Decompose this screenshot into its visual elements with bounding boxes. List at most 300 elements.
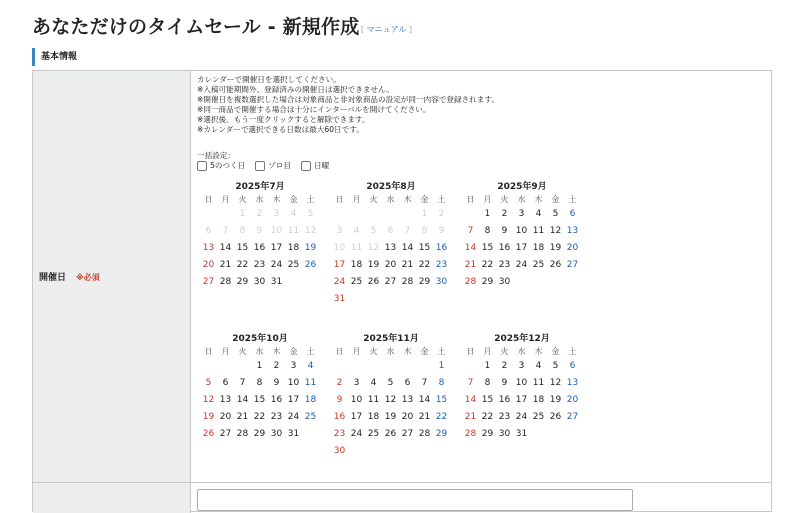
weekday-label: 土 (306, 195, 315, 204)
calendar-day: 9 (256, 226, 263, 236)
week-row (200, 274, 320, 291)
month-calendar (200, 181, 320, 291)
calendar-day[interactable]: 24 (515, 412, 528, 422)
calendar-day[interactable]: 21 (219, 260, 232, 270)
calendar-day[interactable]: 12 (384, 395, 397, 405)
calendar-day[interactable]: 15 (435, 395, 448, 405)
month-title: 2025年12月 (494, 334, 550, 344)
calendar-day[interactable]: 27 (566, 412, 579, 422)
calendar-day[interactable]: 8 (438, 378, 445, 388)
calendar-day[interactable]: 24 (287, 412, 300, 422)
required-badge: ※必須 (76, 273, 100, 282)
calendar-day: 6 (205, 226, 212, 236)
calendar-day[interactable]: 3 (290, 361, 297, 371)
calendar-day[interactable]: 13 (401, 395, 414, 405)
week-row (462, 257, 582, 274)
week-row (462, 409, 582, 426)
calendar-day: 3 (273, 209, 280, 219)
weekday-label: 土 (568, 347, 577, 356)
calendar-day[interactable]: 28 (401, 277, 414, 287)
calendar-day[interactable]: 4 (370, 378, 377, 388)
weekday-label: 火 (369, 347, 378, 356)
calendar-day[interactable]: 24 (350, 429, 363, 439)
calendar-day[interactable]: 28 (464, 277, 477, 287)
week-row (331, 358, 451, 375)
empty-day-cell (331, 358, 348, 375)
bulk-setting-label: 一括設定： (197, 151, 235, 160)
checkbox[interactable] (255, 161, 265, 171)
calendar-day[interactable]: 11 (532, 378, 545, 388)
calendar-day[interactable]: 5 (387, 378, 394, 388)
week-row (462, 206, 582, 223)
section-title: 基本情報 (32, 48, 77, 66)
weekday-header (200, 345, 320, 358)
week-row (331, 426, 451, 443)
calendar-day[interactable]: 1 (484, 361, 491, 371)
calendar-day[interactable]: 3 (518, 361, 525, 371)
weekday-label: 月 (352, 195, 361, 204)
calendar-day[interactable]: 15 (481, 395, 494, 405)
week-row (331, 392, 451, 409)
calendar-day[interactable]: 28 (236, 429, 249, 439)
empty-day-cell (200, 206, 217, 223)
calendar-day[interactable]: 16 (498, 243, 511, 253)
calendar-day[interactable]: 17 (515, 243, 528, 253)
calendar-day[interactable]: 18 (367, 412, 380, 422)
calendar-day[interactable]: 1 (256, 361, 263, 371)
calendar-day[interactable]: 20 (384, 260, 397, 270)
weekday-header (462, 193, 582, 206)
calendar-day[interactable]: 2 (501, 209, 508, 219)
calendar-day: 9 (438, 226, 445, 236)
instruction-line: ※入稿可能期間外、登録済みの開催日は選択できません。 (197, 85, 394, 94)
calendar-day[interactable]: 25 (532, 412, 545, 422)
calendar-day[interactable]: 13 (202, 243, 215, 253)
calendar-day[interactable]: 27 (401, 429, 414, 439)
calendar-day[interactable]: 18 (532, 395, 545, 405)
week-row (200, 426, 320, 443)
calendar-day[interactable]: 17 (333, 260, 346, 270)
calendar-day[interactable]: 4 (535, 209, 542, 219)
calendar-day[interactable]: 2 (336, 378, 343, 388)
calendar-day[interactable]: 19 (367, 260, 380, 270)
calendar-day[interactable]: 26 (367, 277, 380, 287)
calendar-day: 12 (304, 226, 317, 236)
calendar-day[interactable]: 19 (384, 412, 397, 422)
weekday-label: 土 (437, 195, 446, 204)
week-row (331, 274, 451, 291)
calendar-day[interactable]: 14 (418, 395, 431, 405)
calendar-day[interactable]: 23 (498, 260, 511, 270)
calendar-day[interactable]: 24 (515, 260, 528, 270)
calendar-day[interactable]: 22 (236, 260, 249, 270)
weekday-label: 日 (204, 195, 213, 204)
calendar-day[interactable]: 24 (333, 277, 346, 287)
calendar-day[interactable]: 22 (253, 412, 266, 422)
week-row (331, 443, 451, 460)
calendar-day[interactable]: 4 (535, 361, 542, 371)
calendar-day[interactable]: 30 (498, 277, 511, 287)
calendar-day[interactable]: 2 (273, 361, 280, 371)
calendar-day[interactable]: 7 (467, 378, 474, 388)
calendar-day: 12 (367, 243, 380, 253)
week-row (200, 392, 320, 409)
calendar-day[interactable]: 15 (418, 243, 431, 253)
calendar-day[interactable]: 30 (333, 446, 346, 456)
weekday-label: 月 (483, 347, 492, 356)
checkbox-label: 日曜 (314, 161, 330, 170)
calendar-day[interactable]: 16 (435, 243, 448, 253)
calendar-day[interactable]: 27 (566, 260, 579, 270)
bulk-option-repdigit[interactable] (255, 160, 291, 171)
weekday-label: 土 (568, 195, 577, 204)
form-table (32, 70, 772, 512)
calendar-day[interactable]: 29 (435, 429, 448, 439)
calendar-day[interactable]: 28 (219, 277, 232, 287)
calendar-day[interactable]: 6 (222, 378, 229, 388)
calendar-day[interactable]: 13 (566, 378, 579, 388)
empty-day-cell (331, 206, 348, 223)
weekday-label: 木 (534, 195, 543, 204)
weekday-label: 日 (335, 347, 344, 356)
month-title: 2025年10月 (232, 334, 288, 344)
calendar-day[interactable]: 25 (532, 260, 545, 270)
calendar-day[interactable]: 8 (484, 226, 491, 236)
calendar-day[interactable]: 7 (467, 226, 474, 236)
calendar-day[interactable]: 3 (518, 209, 525, 219)
calendar-day[interactable]: 18 (532, 243, 545, 253)
calendar-day[interactable]: 1 (484, 209, 491, 219)
weekday-label: 火 (238, 347, 247, 356)
calendar-day[interactable]: 5 (205, 378, 212, 388)
calendar-day[interactable]: 14 (464, 243, 477, 253)
calendar-day[interactable]: 19 (304, 243, 317, 253)
calendar-day[interactable]: 23 (498, 412, 511, 422)
calendar-day[interactable]: 28 (418, 429, 431, 439)
empty-day-cell (200, 358, 217, 375)
calendar-day[interactable]: 30 (498, 429, 511, 439)
calendar-day: 3 (336, 226, 343, 236)
checkbox-label: ゾロ目 (268, 161, 291, 170)
instruction-line: ※同一商品で開催する場合は十分にインターバルを開けてください。 (197, 105, 431, 114)
calendar-day[interactable]: 14 (219, 243, 232, 253)
calendar-day: 5 (370, 226, 377, 236)
calendar-day[interactable]: 30 (253, 277, 266, 287)
calendar-day[interactable]: 29 (253, 429, 266, 439)
calendar-day[interactable]: 13 (384, 243, 397, 253)
empty-day-cell (399, 206, 416, 223)
calendar-day[interactable]: 8 (256, 378, 263, 388)
instruction-line: ※選択後、もう一度クリックすると解除できます。 (197, 115, 370, 124)
calendar-day[interactable]: 19 (202, 412, 215, 422)
calendar-day[interactable]: 29 (481, 277, 494, 287)
week-row (462, 223, 582, 240)
week-row (331, 223, 451, 240)
bulk-options (197, 160, 329, 171)
month-title: 2025年7月 (235, 182, 285, 192)
week-row (331, 240, 451, 257)
weekday-label: 火 (500, 347, 509, 356)
calendar-day[interactable]: 5 (552, 209, 559, 219)
calendar-day[interactable]: 26 (549, 412, 562, 422)
empty-day-cell (365, 206, 382, 223)
week-row (462, 358, 582, 375)
calendar-day[interactable]: 9 (273, 378, 280, 388)
week-row (462, 240, 582, 257)
calendar-day[interactable]: 21 (464, 260, 477, 270)
calendar-day[interactable]: 12 (202, 395, 215, 405)
calendar-day[interactable]: 6 (569, 361, 576, 371)
empty-day-cell (217, 358, 234, 375)
calendar-day[interactable]: 14 (401, 243, 414, 253)
calendar-day[interactable]: 27 (202, 277, 215, 287)
calendar-day[interactable]: 21 (464, 412, 477, 422)
calendar-day: 4 (290, 209, 297, 219)
calendar-day[interactable]: 16 (333, 412, 346, 422)
weekday-label: 木 (272, 347, 281, 356)
empty-day-cell (348, 206, 365, 223)
calendar-day[interactable]: 4 (307, 361, 314, 371)
calendar-day[interactable]: 31 (287, 429, 300, 439)
calendar-day: 10 (333, 243, 346, 253)
calendar-day[interactable]: 17 (350, 412, 363, 422)
calendar-day: 2 (256, 209, 263, 219)
checkbox-label: 5のつく日 (210, 161, 246, 170)
field-header-cell (33, 71, 191, 483)
calendar-day[interactable]: 1 (438, 361, 445, 371)
week-row (462, 426, 582, 443)
empty-day-cell (234, 358, 251, 375)
calendar-day[interactable]: 12 (549, 226, 562, 236)
calendar-day[interactable]: 26 (549, 260, 562, 270)
calendar-day[interactable]: 18 (287, 243, 300, 253)
empty-day-cell (382, 206, 399, 223)
calendar-day[interactable]: 19 (549, 243, 562, 253)
calendar-day[interactable]: 8 (484, 378, 491, 388)
calendar-day[interactable]: 28 (464, 429, 477, 439)
week-row (200, 240, 320, 257)
calendar-day[interactable]: 14 (464, 395, 477, 405)
calendar-day[interactable]: 11 (304, 378, 317, 388)
calendar-day[interactable]: 25 (367, 429, 380, 439)
month-calendar (331, 181, 451, 308)
weekday-label: 月 (221, 195, 230, 204)
next-field-input[interactable] (197, 489, 633, 511)
calendar-day[interactable]: 14 (236, 395, 249, 405)
month-title: 2025年9月 (497, 182, 547, 192)
weekday-label: 木 (403, 347, 412, 356)
calendar-day[interactable]: 25 (304, 412, 317, 422)
calendar-day: 1 (239, 209, 246, 219)
checkbox[interactable] (197, 161, 207, 171)
calendar-day: 6 (387, 226, 394, 236)
calendar-day[interactable]: 17 (515, 395, 528, 405)
weekday-label: 金 (551, 195, 560, 204)
month-calendar (462, 333, 582, 443)
bulk-option-sunday[interactable] (301, 160, 329, 171)
calendar-day[interactable]: 22 (435, 412, 448, 422)
weekday-label: 日 (466, 195, 475, 204)
calendar-day[interactable]: 12 (549, 378, 562, 388)
weekday-label: 木 (403, 195, 412, 204)
calendar-day[interactable]: 2 (501, 361, 508, 371)
weekday-label: 月 (352, 347, 361, 356)
calendar-day[interactable]: 23 (270, 412, 283, 422)
weekday-label: 火 (369, 195, 378, 204)
calendar-day: 1 (421, 209, 428, 219)
empty-day-cell (217, 206, 234, 223)
checkbox[interactable] (301, 161, 311, 171)
calendar-day[interactable]: 30 (435, 277, 448, 287)
calendar-day[interactable]: 10 (515, 226, 528, 236)
weekday-label: 木 (272, 195, 281, 204)
calendar-day[interactable]: 17 (270, 243, 283, 253)
calendar-day: 7 (222, 226, 229, 236)
calendar-day[interactable]: 24 (270, 260, 283, 270)
calendar-day[interactable]: 10 (350, 395, 363, 405)
instruction-line: カレンダーで開催日を選択してください。 (197, 75, 341, 84)
calendar-day[interactable]: 20 (401, 412, 414, 422)
calendar-day[interactable]: 17 (287, 395, 300, 405)
calendar-day[interactable]: 16 (498, 395, 511, 405)
calendar-day[interactable]: 20 (566, 395, 579, 405)
weekday-label: 金 (551, 347, 560, 356)
calendar-day[interactable]: 6 (569, 209, 576, 219)
calendar-day[interactable]: 19 (549, 395, 562, 405)
calendar-day: 10 (270, 226, 283, 236)
calendar-day[interactable]: 29 (236, 277, 249, 287)
calendar-day[interactable]: 11 (367, 395, 380, 405)
calendar-day[interactable]: 31 (515, 429, 528, 439)
calendar-day[interactable]: 3 (353, 378, 360, 388)
calendar-day[interactable]: 22 (418, 260, 431, 270)
weekday-header (200, 193, 320, 206)
calendar-day[interactable]: 31 (270, 277, 283, 287)
empty-day-cell (399, 358, 416, 375)
weekday-label: 水 (386, 347, 395, 356)
empty-day-cell (462, 358, 479, 375)
weekday-label: 金 (420, 195, 429, 204)
calendar-day[interactable]: 18 (350, 260, 363, 270)
weekday-label: 金 (289, 347, 298, 356)
instruction-line: ※開催日を複数選択した場合は対象商品と非対象商品の設定が同一内容で登録されます。 (197, 95, 499, 104)
weekday-label: 火 (500, 195, 509, 204)
calendar-day[interactable]: 18 (304, 395, 317, 405)
week-row (200, 375, 320, 392)
calendar-day[interactable]: 6 (404, 378, 411, 388)
calendar-day[interactable]: 21 (401, 260, 414, 270)
empty-day-cell (348, 358, 365, 375)
calendar-day[interactable]: 16 (253, 243, 266, 253)
calendar-day[interactable]: 7 (239, 378, 246, 388)
month-title: 2025年8月 (366, 182, 416, 192)
empty-day-cell (416, 358, 433, 375)
field-label: 開催日 (39, 273, 67, 283)
calendar-day[interactable]: 25 (350, 277, 363, 287)
calendar-day[interactable]: 10 (515, 378, 528, 388)
calendar-day[interactable]: 20 (202, 260, 215, 270)
month-title: 2025年11月 (363, 334, 419, 344)
calendar-day: 2 (438, 209, 445, 219)
month-calendar (331, 333, 451, 460)
weekday-label: 日 (204, 347, 213, 356)
row-divider (191, 482, 771, 483)
calendar-day[interactable]: 23 (333, 429, 346, 439)
calendar-day[interactable]: 26 (202, 429, 215, 439)
calendar-day[interactable]: 21 (236, 412, 249, 422)
calendar-day: 8 (239, 226, 246, 236)
calendar-day[interactable]: 10 (287, 378, 300, 388)
calendar-day[interactable]: 27 (219, 429, 232, 439)
week-row (200, 409, 320, 426)
calendar-day[interactable]: 9 (336, 395, 343, 405)
calendar-day[interactable]: 13 (219, 395, 232, 405)
manual-link[interactable]: マニュアル (366, 25, 407, 34)
weekday-label: 土 (437, 347, 446, 356)
manual-link-wrap: [ マニュアル ] (361, 25, 413, 34)
weekday-label: 土 (306, 347, 315, 356)
calendar-day[interactable]: 15 (253, 395, 266, 405)
week-row (462, 392, 582, 409)
calendar-day[interactable]: 27 (384, 277, 397, 287)
calendar-day[interactable]: 7 (421, 378, 428, 388)
calendar-day: 5 (307, 209, 314, 219)
calendar-day[interactable]: 9 (501, 378, 508, 388)
calendar-day[interactable]: 11 (532, 226, 545, 236)
calendar-day[interactable]: 16 (270, 395, 283, 405)
weekday-label: 月 (483, 195, 492, 204)
bulk-option-5th-day[interactable] (197, 160, 245, 171)
calendar-day[interactable]: 15 (236, 243, 249, 253)
weekday-label: 日 (335, 195, 344, 204)
instruction-line: ※カレンダーで選択できる日数は最大60日です。 (197, 125, 364, 134)
calendar-day[interactable]: 25 (287, 260, 300, 270)
calendar-day[interactable]: 23 (435, 260, 448, 270)
calendar-day[interactable]: 22 (481, 412, 494, 422)
calendar-day[interactable]: 20 (219, 412, 232, 422)
weekday-label: 月 (221, 347, 230, 356)
calendar-day[interactable]: 20 (566, 243, 579, 253)
weekday-label: 水 (255, 195, 264, 204)
page-title: あなただけのタイムセール - 新規作成 (32, 16, 360, 38)
month-calendar (200, 333, 320, 443)
calendar-day[interactable]: 23 (253, 260, 266, 270)
calendar-day[interactable]: 29 (481, 429, 494, 439)
calendar-day[interactable]: 26 (304, 260, 317, 270)
calendar-day[interactable]: 26 (384, 429, 397, 439)
calendar-day: 11 (287, 226, 300, 236)
weekday-label: 水 (517, 195, 526, 204)
calendar-day[interactable]: 31 (333, 294, 346, 304)
next-field-header-cell (33, 483, 191, 513)
weekday-label: 金 (289, 195, 298, 204)
weekday-label: 日 (466, 347, 475, 356)
calendar-day[interactable]: 9 (501, 226, 508, 236)
calendar-day[interactable]: 22 (481, 260, 494, 270)
calendar-day[interactable]: 30 (270, 429, 283, 439)
week-row (331, 291, 451, 308)
calendar-day[interactable]: 15 (481, 243, 494, 253)
weekday-label: 金 (420, 347, 429, 356)
weekday-label: 火 (238, 195, 247, 204)
calendar-day[interactable]: 21 (418, 412, 431, 422)
calendar-day[interactable]: 29 (418, 277, 431, 287)
week-row (462, 274, 582, 291)
week-row (462, 375, 582, 392)
calendar-day[interactable]: 13 (566, 226, 579, 236)
calendar-day[interactable]: 5 (552, 361, 559, 371)
week-row (331, 257, 451, 274)
